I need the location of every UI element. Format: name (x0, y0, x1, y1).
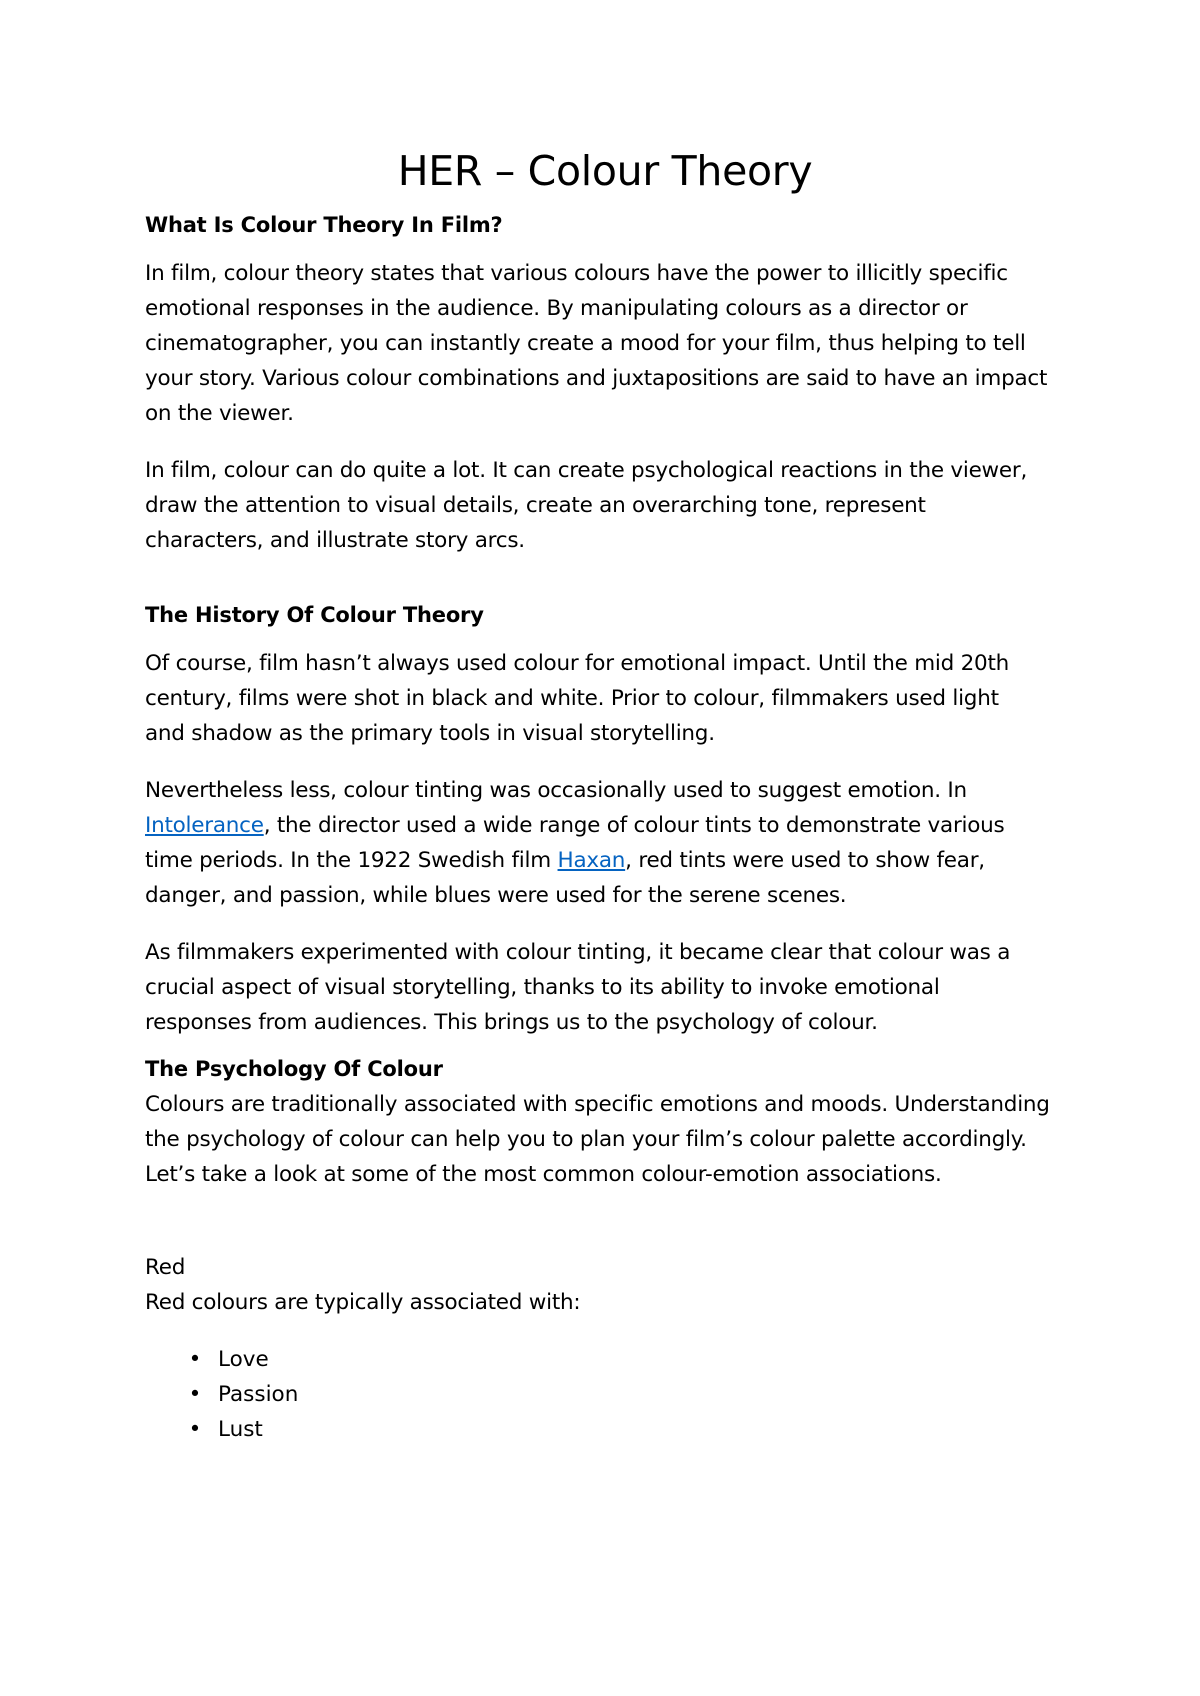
paragraph: Colours are traditionally associated with specific emotions and moods. Understanding the psychology of colour can help you to plan your film’s colour palette accordingly. Let’s take a look at some of the most common colour-emotion associations. (145, 1092, 1050, 1187)
paragraph: As filmmakers experimented with colour tinting, it became clear that colour was a crucial aspect of visual storytelling, thanks to its ability to invoke emotional responses from audiences. This brings us to the psychology of colour. (145, 940, 1011, 1035)
list-item: • Lust (145, 1412, 1065, 1447)
paragraph: In film, colour theory states that various colours have the power to illicitly specific emotional responses in the audience. By manipulating colours as a director or cinematographer, you can instantly create a mood for your film, thus helping to tell your story. Various colour combinations and juxtapositions are said to have an impact on the viewer. (145, 261, 1048, 426)
document-title: HER – Colour Theory (397, 147, 813, 195)
red-associations-list (145, 1342, 1065, 1447)
paragraph: In film, colour can do quite a lot. It can create psychological reactions in the viewer, draw the attention to visual details, create an overarching tone, represent characters, and illustrate story arcs. (145, 458, 1028, 553)
section-heading-history: The History Of Colour Theory (145, 603, 484, 627)
paragraph: Of course, film hasn’t always used colour for emotional impact. Until the mid 20th century, films were shot in black and white. Prior to colour, filmmakers used light and shadow as the primary tools in visual storytelling. (145, 651, 1010, 746)
paragraph-with-links (145, 773, 1045, 913)
paragraph: Red colours are typically associated with: (145, 1290, 581, 1315)
paragraph-text: , the director used a wide range of colour tints to demonstrate various time periods. In the 1922 Swedish film (145, 813, 1005, 873)
link-intolerance[interactable]: Intolerance (145, 813, 264, 838)
paragraph-text: Nevertheless less, colour tinting was occasionally used to suggest emotion. In (145, 778, 967, 803)
paragraph-text: , red tints were used to show fear, danger, and passion, while blues were used for the serene scenes. (145, 848, 985, 908)
link-haxan[interactable]: Haxan (557, 848, 626, 873)
document-body (145, 140, 1065, 1447)
section-heading-what-is: What Is Colour Theory In Film? (145, 213, 503, 237)
list-item: • Love (145, 1342, 1065, 1377)
bullet-icon: • (188, 1417, 202, 1442)
colour-label-red: Red (145, 1255, 186, 1280)
section-heading-psychology: The Psychology Of Colour (145, 1057, 443, 1081)
bullet-icon: • (188, 1382, 202, 1407)
bullet-icon: • (188, 1347, 202, 1372)
list-item: • Passion (145, 1377, 1065, 1412)
